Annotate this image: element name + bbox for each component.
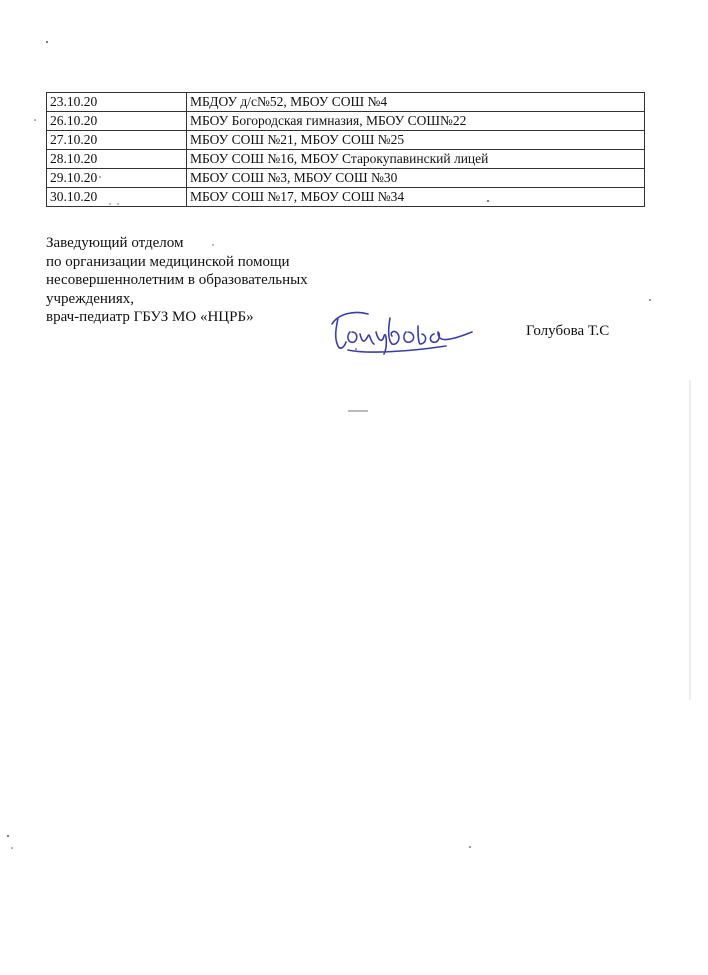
table-cell-date: 28.10.20 xyxy=(47,150,187,169)
table-row xyxy=(47,112,645,131)
table-cell-institutions: МБОУ СОШ №16, МБОУ Старокупавинский лицей xyxy=(187,150,645,169)
table-cell-institutions: МБДОУ д/с№52, МБОУ СОШ №4 xyxy=(187,93,645,112)
table-cell-date: 26.10.20 xyxy=(47,112,187,131)
handwritten-signature xyxy=(326,302,476,360)
table-cell-date: 30.10.20 xyxy=(47,188,187,207)
signer-name: Голубова Т.С xyxy=(526,323,610,339)
signer-title-line: по организации медицинской помощи xyxy=(46,253,290,270)
schedule-table-body xyxy=(47,93,645,207)
signer-title-line: врач-педиатр ГБУЗ МО «НЦРБ» xyxy=(46,309,254,325)
table-cell-date: 27.10.20 xyxy=(47,131,187,150)
table-row xyxy=(47,188,645,207)
table-cell-institutions: МБОУ СОШ №21, МБОУ СОШ №25 xyxy=(187,131,645,150)
signer-title-line: несовершеннолетним в образовательных xyxy=(46,272,308,288)
schedule-table xyxy=(46,92,645,207)
table-cell-date: 23.10.20 xyxy=(47,93,187,112)
table-row xyxy=(47,131,645,150)
table-cell-institutions: МБОУ Богородская гимназия, МБОУ СОШ№22 xyxy=(187,112,645,131)
table-row xyxy=(47,150,645,169)
table-cell-date: 29.10.20 xyxy=(47,169,187,188)
signer-title-line: учреждениях, xyxy=(46,290,135,307)
table-cell-institutions: МБОУ СОШ №3, МБОУ СОШ №30 xyxy=(187,169,645,188)
table-cell-institutions: МБОУ СОШ №17, МБОУ СОШ №34 xyxy=(187,188,645,207)
table-row xyxy=(47,169,645,188)
signature-block xyxy=(46,234,308,327)
signer-title-line: Заведующий отделом xyxy=(46,235,184,251)
table-row xyxy=(47,93,645,112)
